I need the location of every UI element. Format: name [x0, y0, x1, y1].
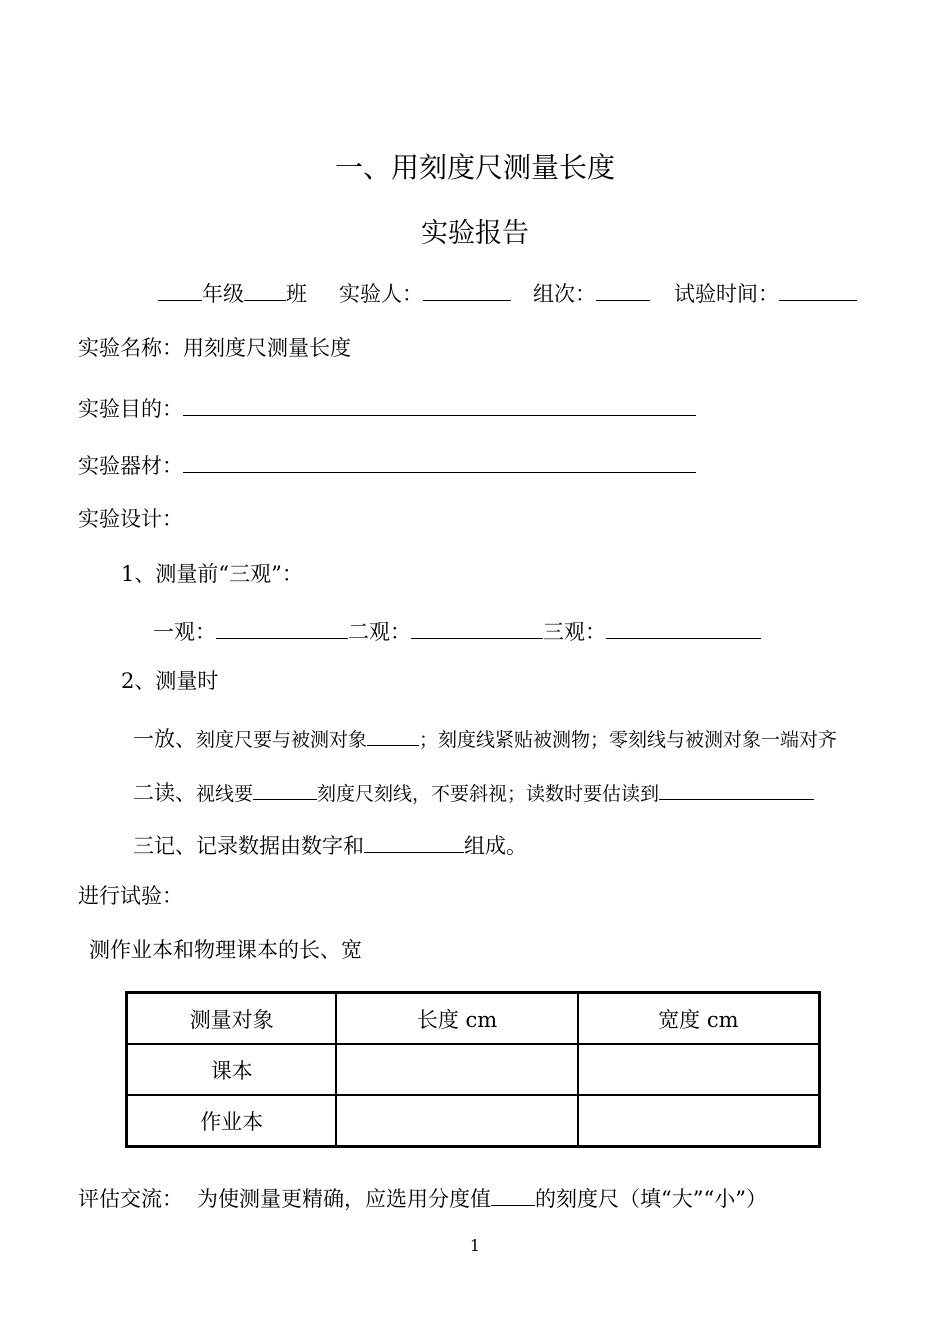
observe-one-blank[interactable]	[216, 616, 348, 639]
read-text-b: 刻度尺刻线，不要斜视；读数时要估读到	[317, 783, 660, 805]
design-label: 实验设计：	[78, 507, 183, 531]
read-row	[133, 777, 814, 807]
evaluation-text-a: 为使测量更精确，应选用分度值	[197, 1187, 491, 1211]
observe-row	[153, 616, 761, 645]
table-cell-input[interactable]	[578, 1044, 820, 1095]
table-cell-input[interactable]	[336, 1044, 577, 1095]
observe-three-label: 三观：	[543, 620, 606, 644]
task-text: 测作业本和物理课本的长、宽	[89, 938, 362, 962]
table-header-cell: 测量对象	[127, 993, 337, 1045]
record-blank[interactable]	[364, 830, 464, 853]
table-header-row	[127, 993, 820, 1045]
record-text-a: 记录数据由数字和	[196, 834, 364, 858]
table-row	[127, 1095, 820, 1147]
step-1-heading: 1、测量前“三观”：	[121, 562, 303, 586]
table-cell-input[interactable]	[578, 1095, 820, 1147]
experimenter-blank[interactable]	[423, 278, 511, 301]
record-text-b: 组成。	[464, 834, 527, 858]
table-row	[127, 1044, 820, 1095]
table-cell-input[interactable]	[336, 1095, 577, 1147]
time-blank[interactable]	[779, 278, 857, 301]
equipment-row	[78, 450, 696, 479]
grade-label: 年级	[202, 282, 244, 306]
header-info-line	[158, 278, 857, 307]
group-label: 组次：	[533, 282, 596, 306]
evaluation-label: 评估交流：	[78, 1187, 183, 1211]
measurement-table	[125, 991, 821, 1148]
evaluation-text-b: 的刻度尺（填“大”“小”）	[535, 1187, 767, 1211]
observe-two-label: 二观：	[348, 620, 411, 644]
table-row-label: 课本	[127, 1044, 337, 1095]
record-prefix: 三记、	[133, 834, 196, 858]
conduct-label: 进行试验：	[78, 884, 183, 908]
class-blank[interactable]	[244, 278, 286, 301]
evaluation-row	[78, 1183, 767, 1212]
read-text-a: 视线要	[196, 783, 254, 805]
read-blank-1[interactable]	[253, 777, 317, 800]
time-label: 试验时间：	[674, 282, 779, 306]
step-2-heading: 2、测量时	[121, 669, 219, 693]
observe-three-blank[interactable]	[606, 616, 761, 639]
table-header-cell: 宽度 cm	[578, 993, 820, 1045]
place-prefix: 一放、	[133, 727, 196, 751]
class-label: 班	[286, 282, 307, 306]
observe-two-blank[interactable]	[411, 616, 543, 639]
purpose-row	[78, 393, 696, 422]
experimenter-label: 实验人：	[339, 282, 423, 306]
page-subtitle: 实验报告	[421, 218, 529, 249]
place-text-b: ；刻度线紧贴被测物；零刻线与被测对象一端对齐	[419, 729, 838, 751]
group-blank[interactable]	[596, 278, 650, 301]
experiment-name: 实验名称：用刻度尺测量长度	[78, 336, 351, 360]
observe-one-label: 一观：	[153, 620, 216, 644]
place-row	[133, 723, 837, 753]
table-header-cell: 长度 cm	[336, 993, 577, 1045]
read-prefix: 二读、	[133, 781, 196, 805]
page-title: 一、用刻度尺测量长度	[334, 151, 615, 184]
read-blank-2[interactable]	[659, 777, 814, 800]
purpose-label: 实验目的：	[78, 397, 183, 421]
grade-blank[interactable]	[158, 278, 202, 301]
evaluation-blank[interactable]	[491, 1183, 535, 1206]
equipment-label: 实验器材：	[78, 454, 183, 478]
place-blank[interactable]	[367, 723, 419, 746]
page-number: 1	[469, 1236, 481, 1255]
equipment-blank[interactable]	[183, 450, 696, 473]
place-text-a: 刻度尺要与被测对象	[196, 729, 368, 751]
purpose-blank[interactable]	[183, 393, 696, 416]
record-row	[133, 830, 527, 859]
table-row-label: 作业本	[127, 1095, 337, 1147]
